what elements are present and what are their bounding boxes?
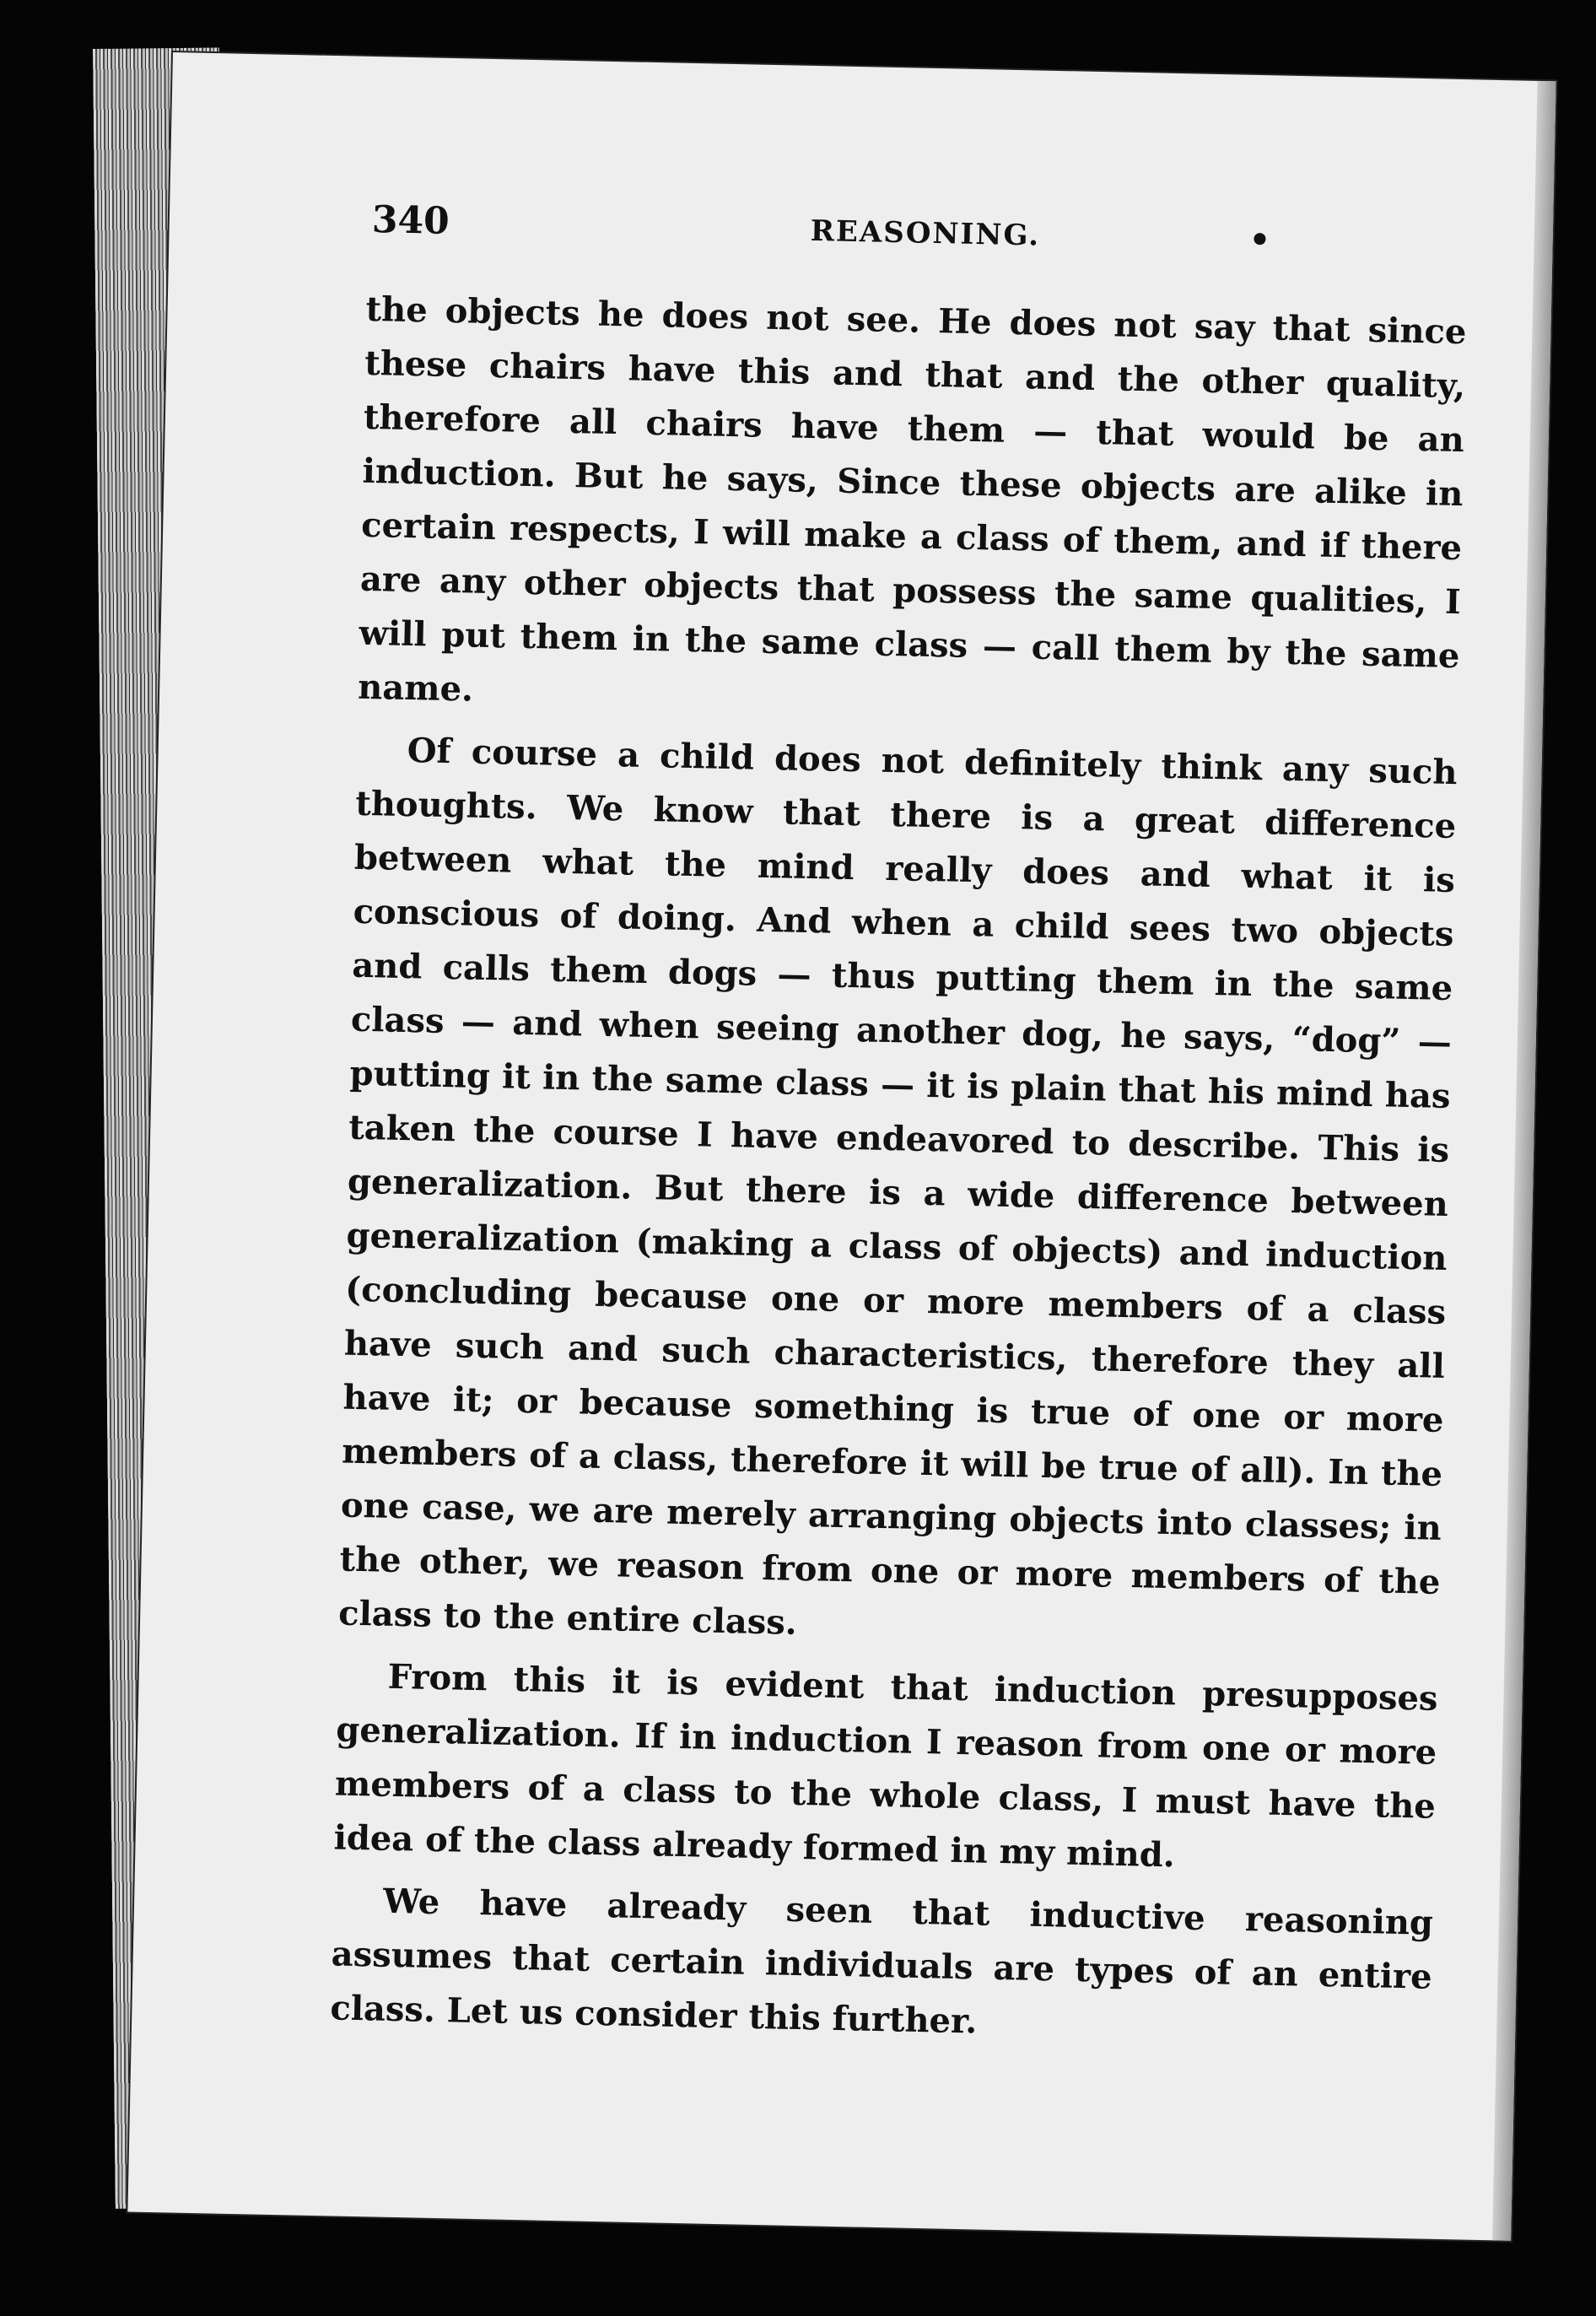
book-page bbox=[127, 52, 1556, 2241]
body-text bbox=[330, 283, 1467, 2059]
paragraph: We have already seen that inductive reasoning assumes that certain individuals are types of an entire class. Let us consider this further. bbox=[330, 1881, 1434, 2042]
paragraph: Of course a child does not definitely think any such thoughts. We know that there is a great difference between what the mind really does and what it is conscious of doing. And when a child sees two objects and calls them dogs — thus putting them in the same class — and when seeing another dog, he says, “dog” — putting it in the same class — it is plain that his mind has taken the course I have endeavored to describe. This is generalization. But there is a wide difference between generalization (making a class of objects) and induction (concluding because one or more members of a class have such and such characteristics, therefore they all have it; or because something is true of one or more members of a class, therefore it will be true of all). In the one case, we are merely arranging objects into classes; in the other, we reason from one or more members of the class to the entire class. bbox=[337, 731, 1458, 1643]
running-head: REASONING. bbox=[810, 213, 1041, 253]
page-edge-shadow bbox=[1492, 81, 1556, 2241]
page-number: 340 bbox=[371, 197, 450, 243]
header-ornament: • bbox=[1248, 219, 1271, 261]
paragraph: the objects he does not see. He does not say that since these chairs have this and that and the other quality, therefore all chairs have them — that would be an induction. But he says, Since these objects are alike in certain respects, I will make a class of them, and if there are any other objects that possess the same qualities, I will put them in the same class — call them by the same name. bbox=[357, 289, 1467, 710]
paragraph: From this it is evident that induction presupposes generalization. If in induction I reason from one or more members of a class to the whole class, I must have the idea of the class already formed in my mind. bbox=[333, 1656, 1438, 1876]
page-header bbox=[371, 198, 1283, 268]
